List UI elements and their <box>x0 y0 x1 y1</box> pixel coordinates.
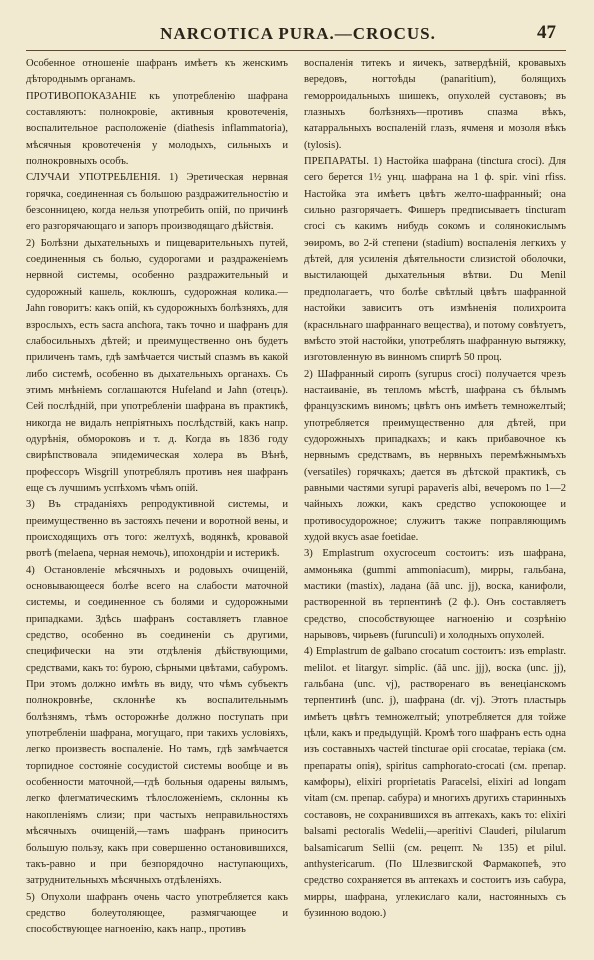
paragraph: 3) Въ страданiяхъ репродуктивной системы, и преимущественно въ застояхъ печени и воротной вены, и происходящихъ отъ того: желтухѣ, водянкѣ, кровавой рвотѣ (melaena, черная немочь), ипохондрiи и истерикѣ. <box>26 499 288 560</box>
paragraph: 2) Шафранный сиропъ (syrupus croci) получается чрезъ настаиванiе, въ тепломъ мѣстѣ, шафрана съ бѣлымъ французскимъ виномъ; цвѣтъ онъ имѣетъ темножелтый; употребляется преимущественно для дѣтей, при судорожныхъ припадкахъ; и какъ прибавочное къ нервнымъ средствамъ, въ нервныхъ перемѣжнымъхъ (versatiles) горячкахъ; дается въ дѣтской практикѣ, съ равными частями syrupi papaveris albi, вечеромъ по 1—2 чайныхъ ложки, какъ средство успокоющее и противосудорожное; служитъ также поправляющимъ худой вкусъ asae foetidae. <box>304 368 566 543</box>
paragraph: ПРЕПАРАТЫ. 1) Настойка шафрана (tinctura croci). Для сего берется 1½ унц. шафрана на 1 ф. spir. vini rfiss. Настойка эта имѣетъ цвѣтъ желто-шафранный; она сильно разгорячаетъ. Фишеръ предписываетъ tincturam croci съ какимъ нибудь сокомъ и солянокислымъ эѳиромъ, во 2-й степени (stadium) воспаленiя легкихъ у дѣтей, для усиленiя дѣятельности слизистой оболочки, выстилающей дыхательныя вѣтви. Du Menil предполагаетъ, что болѣе свѣтлый цвѣтъ шафранной настойки зависитъ отъ измѣненiя полихроита (краснльнаго шафраннаго вещества), и потому совѣтуетъ, вмѣсто этой настойки, употреблять шафранную вытяжку, изготовленную въ винномъ спиртѣ 50 проц. <box>304 156 566 364</box>
paragraph: Особенное отношенiе шафранъ имѣетъ къ женскимъ дѣторoднымъ органамъ. <box>26 58 288 86</box>
page-header <box>0 24 594 46</box>
paragraph: 4) Emplastrum de galbano crocatum состоитъ: изъ emplastr. melilot. et litargyr. simplic. (ăă unc. jjj), воска (unc. jj), гальбана (unc. vj), растворенаго въ венецiанскомъ терпентинѣ (unc. j), шафрана (dr. vj). Этотъ пластырь имѣетъ цвѣтъ темножелтый; употребляется для тойже цѣли, какъ и предыдущiй. Кромѣ того шафранъ есть одна изъ составныхъ частей tincturae opii crocatae, терiака (см. препараты опiя), spiritus camphorato-crocati (см. препар. камфоры), elixiri proprietatis Paracelsi, elixiri ad longam vitam (см. препар. сабура) и многихъ другихъ старинныхъ составовъ, не сохранившихся въ аптекахъ, какъ то: elixiri balsami pectoralis Wedelii,—aperitivi Clauderi, pilularum balsamicarum Sellii (см. рецепт. № 135) et pilul. anthystericarum. (По Шлезвигской Фармакопеѣ, это средство сохраняется въ аптекахъ и состоитъ изъ сабура, мирры, шафрана, углекислаго кали, настоянныхъ съ бузинною водою.) <box>304 646 566 919</box>
page-number: 47 <box>537 22 556 43</box>
running-title: NARCOTICA PURA.—CROCUS. <box>160 24 436 43</box>
paragraph: 4) Остановленiе мѣсячныхъ и родовыхъ очищенiй, основывающееся болѣе всего на слабости маточной системы, и соединенное съ болями и судорожными припадками. Здѣсь шафранъ составляетъ главное средство, особенно въ соединенiи съ другими, специфически на эти отдѣленiя дѣйствующими, средствами, какъ то: бурою, сѣрными цвѣтами, сабуромъ. При этомъ должно имѣть въ виду, что чѣмъ субъектъ полнокровнѣе, склоннѣе къ воспалительнымъ болѣзнямъ, тѣмъ осторожнѣе должно поступать при употребленiи шафрана, могущаго, при такихъ условiяхъ, легко произвесть воспаленiе. Но тамъ, гдѣ замѣчается торпидное состоянiе сосудистой системы вообще и въ особенности маточной,—гдѣ больныя одарены вялымъ, легко флегматическимъ тѣлосложенiемъ, склонны къ накопленiямъ слизи; при частыхъ неправильностяхъ мѣсячныхъ очищенiй,—тамъ шафранъ приноситъ большую пользу, какъ при совершенно остановившихся, такъ-равно и при безпорядочно наступающихъ, затруднительныхъ мѣсячныхъ отдѣленiяхъ. <box>26 564 288 887</box>
paragraph: СЛУЧАИ УПОТРЕБЛЕНIЯ. 1) Эретическая нервная горячка, соединенная съ большою раздражительностiю и безсонницею, когда нельзя употребить опiй, по причинѣ его разгорячающаго и запоръ производящаго дѣйствiя. <box>26 172 288 233</box>
header-rule <box>26 50 566 51</box>
paragraph: воспаленiя титекъ и яичекъ, затвердѣнiй, кровавыхъ вередовъ, ногтоѣды (panaritium), болящихъ геморроидальныхъ шишекъ, опухолей суставовъ; въ глазныхъ болѣзняхъ—противъ спазма вѣкъ, катарральныхъ воспаленiй глазъ, ячменя и мозоля вѣкъ (tylosis). <box>304 58 566 151</box>
paragraph: 3) Emplastrum oxycroceum состоитъ: изъ шафрана, аммоньяка (gummi ammoniacum), мирры, гальбана, мастики (mastix), ладана (ăă unc. jj), воска, канифоли, растворенной въ терпентинѣ (2 ф.). Онъ составляетъ средство, способствующее нагноенiю и созрѣнiю нарывовъ, чирьевъ (furunculi) и холодныхъ опухолей. <box>304 548 566 642</box>
paragraph: 2) Болѣзни дыхательныхъ и пищеварительныхъ путей, соединенныя съ болью, судорогами и раздраженiемъ нервной системы, особенно раздражительный и судорожный кашель, коклюшъ, судорожная колика.— Jahn говоритъ: какъ опiй, къ судорожныхъ болѣзняхъ, для взрослыхъ, есть sacra anchora, такъ точно и шафранъ для слабосильныхъ дѣтей; и преимущественно онъ будетъ приличенъ тамъ, гдѣ замѣчается чистый спазмъ въ какой либо системѣ, особенно въ дыхательныхъ органахъ. Съ этимъ мнѣнiемъ соглашаются Hufeland и Jahn (отецъ). Сей послѣднiй, при употребленiи шафрана въ практикѣ, никогда не видалъ непрiятныхъ послѣдствiй, какъ напр. одурѣнiя, обмороковъ и т. д. Когда въ 1836 году свирѣпствовала эпидемическая холера въ Вѣнѣ, профессоръ Wisgrill употреблялъ противъ нея шафранъ еще съ лучшимъ успѣхомъ чѣмъ опiй. <box>26 237 288 494</box>
paragraph: ПРОТИВОПОКАЗАНIЕ къ употребленiю шафрана составляютъ: полнокровiе, активныя кровотеченiя, воспалительное расположенiе (diathesis inflammatoria), мѣсячныя кровотеченiя у молодыхъ, сильныхъ и полнокровныхъ особъ. <box>26 90 288 168</box>
left-column <box>26 56 288 939</box>
paragraph: 5) Опухоли шафранъ очень часто употребляется какъ средство болеутоляющее, размягчающее и способствующее нагноенiю, какъ напр., противъ <box>26 891 288 936</box>
right-column <box>304 56 566 922</box>
